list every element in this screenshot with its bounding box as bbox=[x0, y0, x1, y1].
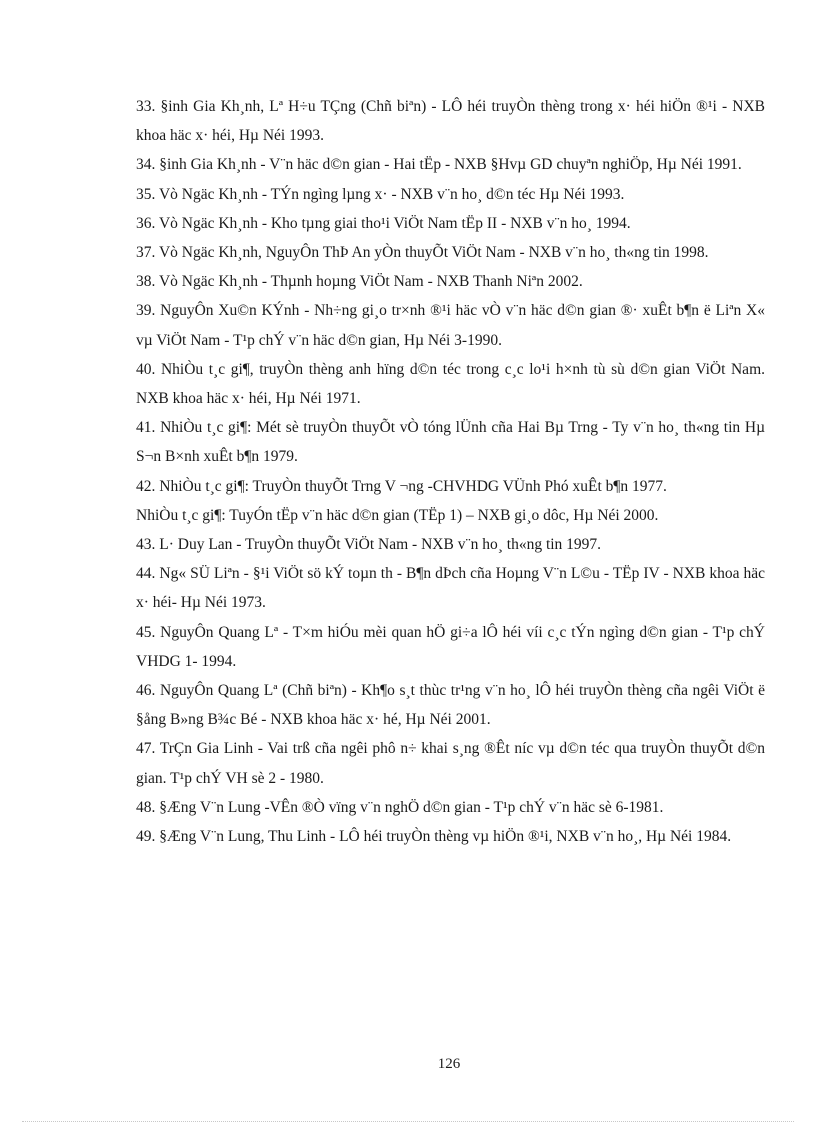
bibliography-entry: 34. §inh Gia Kh¸nh - V¨n häc d©n gian - Hai tËp - NXB §Hvµ GD chuyªn nghiÖp, Hµ Néi 1991. bbox=[136, 156, 742, 174]
bibliography-entry: 33. §inh Gia Kh¸nh, Lª H÷u TÇng (Chñ biªn) - LÔ héi truyÒn thèng trong x· héi hiÖn ®¹i - NXB khoa häc x· héi, Hµ Néi 1993. bbox=[136, 98, 765, 145]
bibliography-list bbox=[136, 92, 765, 851]
bibliography-entry: 42. NhiÒu t¸c gi¶: TruyÒn thuyÕt Trng V ¬ng -CHVHDG VÜnh Phó xuÊt b¶n 1977. bbox=[136, 477, 667, 495]
bibliography-entry: 47. TrÇn Gia Linh - Vai trß cña ngêi phô n÷ khai s¸ng ®Êt níc vµ d©n téc qua truyÒn thuyÕt d©n gian. T¹p chÝ VH sè 2 - 1980. bbox=[136, 740, 765, 787]
bibliography-entry: NhiÒu t¸c gi¶: TuyÓn tËp v¨n häc d©n gian (TËp 1) – NXB gi¸o dôc, Hµ Néi 2000. bbox=[136, 506, 659, 524]
bibliography-entry: 48. §Æng V¨n Lung -VÊn ®Ò vïng v¨n nghÖ d©n gian - T¹p chÝ v¨n häc sè 6-1981. bbox=[136, 798, 664, 816]
bibliography-entry: 46. NguyÔn Quang Lª (Chñ biªn) - Kh¶o s¸t thùc tr¹ng v¨n ho¸ lÔ héi truyÒn thèng cña ngêi ViÖt ë §ång B»ng B¾c Bé - NXB khoa häc x· hé, Hµ Néi 2001. bbox=[136, 682, 765, 729]
bibliography-entry: 37. Vò Ngäc Kh¸nh, NguyÔn ThÞ An yÒn thuyÕt ViÖt Nam - NXB v¨n ho¸ th«ng tin 1998. bbox=[136, 244, 709, 262]
bibliography-entry: 49. §Æng V¨n Lung, Thu Linh - LÔ héi truyÒn thèng vµ hiÖn ®¹i, NXB v¨n ho¸, Hµ Néi 1984. bbox=[136, 828, 732, 846]
bibliography-entry: 36. Vò Ngäc Kh¸nh - Kho tµng giai tho¹i ViÖt Nam tËp II - NXB v¨n ho¸ 1994. bbox=[136, 214, 631, 232]
bibliography-entry: 45. NguyÔn Quang Lª - T×m hiÓu mèi quan hÖ gi÷a lÔ héi víi c¸c tÝn ngìng d©n gian - T¹p chÝ VHDG 1- 1994. bbox=[136, 623, 765, 670]
bibliography-entry: 41. NhiÒu t¸c gi¶: Mét sè truyÒn thuyÕt vÒ tóng lÜnh cña Hai Bµ Trng - Ty v¨n ho¸ th«ng tin Hµ S¬n B×nh xuÊt b¶n 1979. bbox=[136, 419, 765, 466]
bibliography-entry: 43. L· Duy Lan - TruyÒn thuyÕt ViÖt Nam - NXB v¨n ho¸ th«ng tin 1997. bbox=[136, 536, 602, 554]
bibliography-entry: 44. Ng« SÜ Liªn - §¹i ViÖt sö kÝ toµn th - B¶n dÞch cña Hoµng V¨n L©u - TËp IV - NXB khoa häc x· héi- Hµ Néi 1973. bbox=[136, 565, 765, 612]
page-number: 126 bbox=[437, 1056, 461, 1072]
bibliography-entry: 38. Vò Ngäc Kh¸nh - Thµnh hoµng ViÖt Nam - NXB Thanh Niªn 2002. bbox=[136, 273, 583, 291]
bibliography-entry: 35. Vò Ngäc Kh¸nh - TÝn ngìng lµng x· - NXB v¨n ho¸ d©n téc Hµ Néi 1993. bbox=[136, 185, 625, 203]
page-bottom-divider bbox=[22, 1121, 794, 1122]
bibliography-entry: 40. NhiÒu t¸c gi¶, truyÒn thèng anh hïng d©n téc trong c¸c lo¹i h×nh tù sù d©n gian ViÖt Nam. NXB khoa häc x· héi, Hµ Néi 1971. bbox=[136, 360, 765, 408]
bibliography-entry: 39. NguyÔn Xu©n KÝnh - Nh÷ng gi¸o tr×nh ®¹i häc vÒ v¨n häc d©n gian ®· xuÊt b¶n ë Liªn X« vµ ViÖt Nam - T¹p chÝ v¨n häc d©n gian, Hµ Néi 3-1990. bbox=[136, 302, 765, 349]
